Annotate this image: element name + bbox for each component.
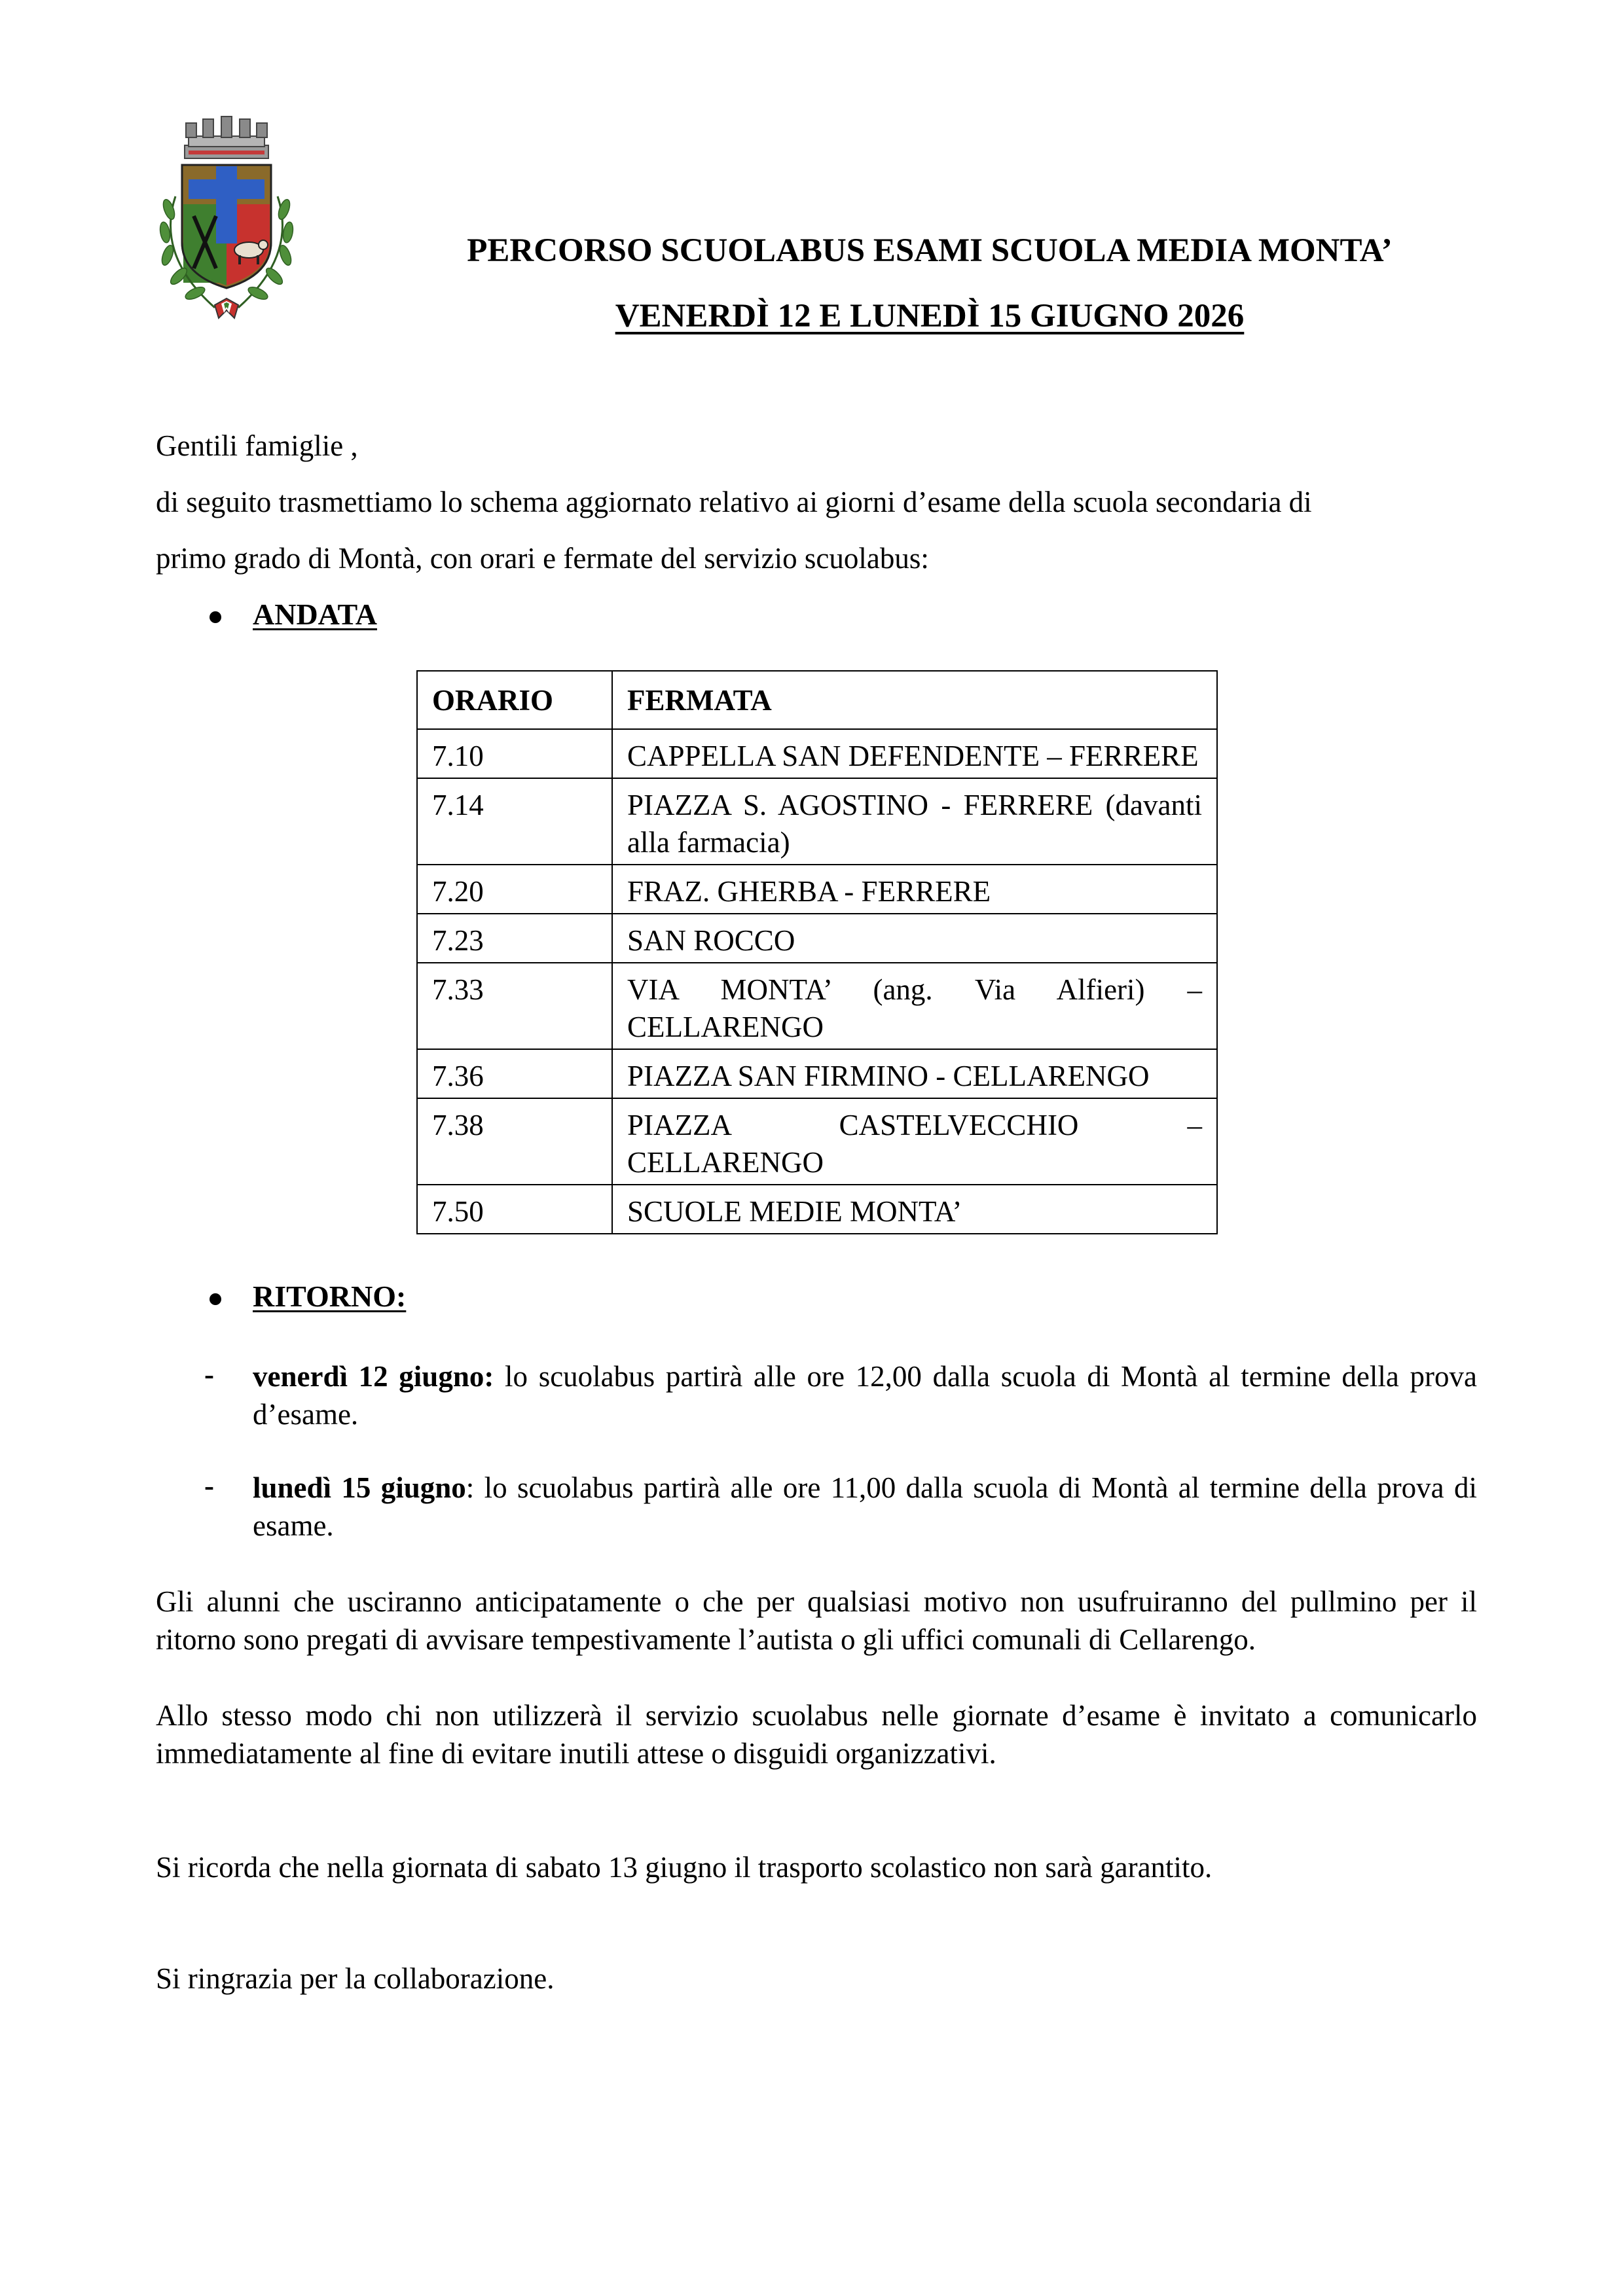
stop-cell: FRAZ. GHERBA - FERRERE: [612, 865, 1217, 914]
andata-schedule-table: [416, 670, 1218, 1234]
stop-cell: SCUOLE MEDIE MONTA’: [612, 1185, 1217, 1234]
closing-thanks: Si ringrazia per la collaborazione.: [156, 1962, 555, 1995]
time-cell: 7.20: [417, 865, 612, 914]
stop-cell: VIA MONTA’ (ang. Via Alfieri) – CELLARENGO: [612, 963, 1217, 1049]
time-cell: 7.36: [417, 1049, 612, 1098]
time-cell: 7.14: [417, 778, 612, 865]
column-header-fermata: FERMATA: [612, 671, 1217, 729]
ritorno-day-label: lunedì 15 giugno: [253, 1471, 466, 1504]
time-cell: 7.50: [417, 1185, 612, 1234]
ritorno-heading: RITORNO:: [253, 1280, 407, 1313]
municipal-crest-logo: [143, 105, 310, 327]
ritorno-item-venerdi: [253, 1357, 1477, 1433]
table-row: [417, 1185, 1217, 1234]
bullet-icon: [210, 611, 221, 623]
note-paragraph-3: Si ricorda che nella giornata di sabato 13 giugno il trasporto scolastico non sarà garantito.: [156, 1851, 1213, 1884]
table-row: [417, 1098, 1217, 1185]
stop-cell: PIAZZA S. AGOSTINO - FERRERE (davanti alla farmacia): [612, 778, 1217, 865]
stop-cell: SAN ROCCO: [612, 914, 1217, 963]
ritorno-day-label: venerdì 12 giugno:: [253, 1360, 494, 1393]
document-subtitle-dates: VENERDÌ 12 E LUNEDÌ 15 GIUGNO 2026: [615, 298, 1245, 334]
note-paragraph-2: Allo stesso modo chi non utilizzerà il servizio scuolabus nelle giornate d’esame è invitato a comunicarlo immediatamente al fine di evitare inutili attese o disguidi organizzativi.: [156, 1699, 1477, 1770]
andata-heading: ANDATA: [253, 598, 377, 631]
time-cell: 7.23: [417, 914, 612, 963]
ritorno-text: : lo scuolabus partirà alle ore 11,00 dalla scuola di Montà al termine della prova di esame.: [253, 1471, 1477, 1542]
table-row: [417, 1049, 1217, 1098]
time-cell: 7.33: [417, 963, 612, 1049]
ritorno-text: lo scuolabus partirà alle ore 12,00 dalla scuola di Montà al termine della prova d’esame.: [253, 1360, 1477, 1431]
stop-cell: PIAZZA CASTELVECCHIO – CELLARENGO: [612, 1098, 1217, 1185]
ribbon-icon: [215, 298, 238, 318]
intro-line-2: primo grado di Montà, con orari e fermate del servizio scuolabus:: [156, 542, 929, 575]
list-dash: -: [204, 1469, 214, 1502]
shield-icon: [182, 165, 271, 288]
bullet-icon: [210, 1293, 221, 1305]
crown-icon: [185, 117, 268, 158]
stop-cell: PIAZZA SAN FIRMINO - CELLARENGO: [612, 1049, 1217, 1098]
table-row: [417, 914, 1217, 963]
time-cell: 7.38: [417, 1098, 612, 1185]
greeting: Gentili famiglie ,: [156, 429, 358, 462]
time-cell: 7.10: [417, 729, 612, 778]
document-title: PERCORSO SCUOLABUS ESAMI SCUOLA MEDIA MONTA’: [467, 232, 1393, 269]
table-row: [417, 729, 1217, 778]
list-dash: -: [204, 1358, 214, 1391]
note-paragraph-1: Gli alunni che usciranno anticipatamente o che per qualsiasi motivo non usufruiranno del pullmino per il ritorno sono pregati di avvisare tempestivamente l’autista o gli uffici comunali di Cellarengo.: [156, 1585, 1477, 1656]
table-row: [417, 963, 1217, 1049]
intro-line-1: di seguito trasmettiamo lo schema aggiornato relativo ai giorni d’esame della scuola secondaria di: [156, 486, 1312, 518]
column-header-orario: ORARIO: [417, 671, 612, 729]
table-row: [417, 865, 1217, 914]
stop-cell: CAPPELLA SAN DEFENDENTE – FERRERE: [612, 729, 1217, 778]
ritorno-item-lunedi: [253, 1469, 1477, 1545]
table-header-row: [417, 671, 1217, 729]
table-row: [417, 778, 1217, 865]
